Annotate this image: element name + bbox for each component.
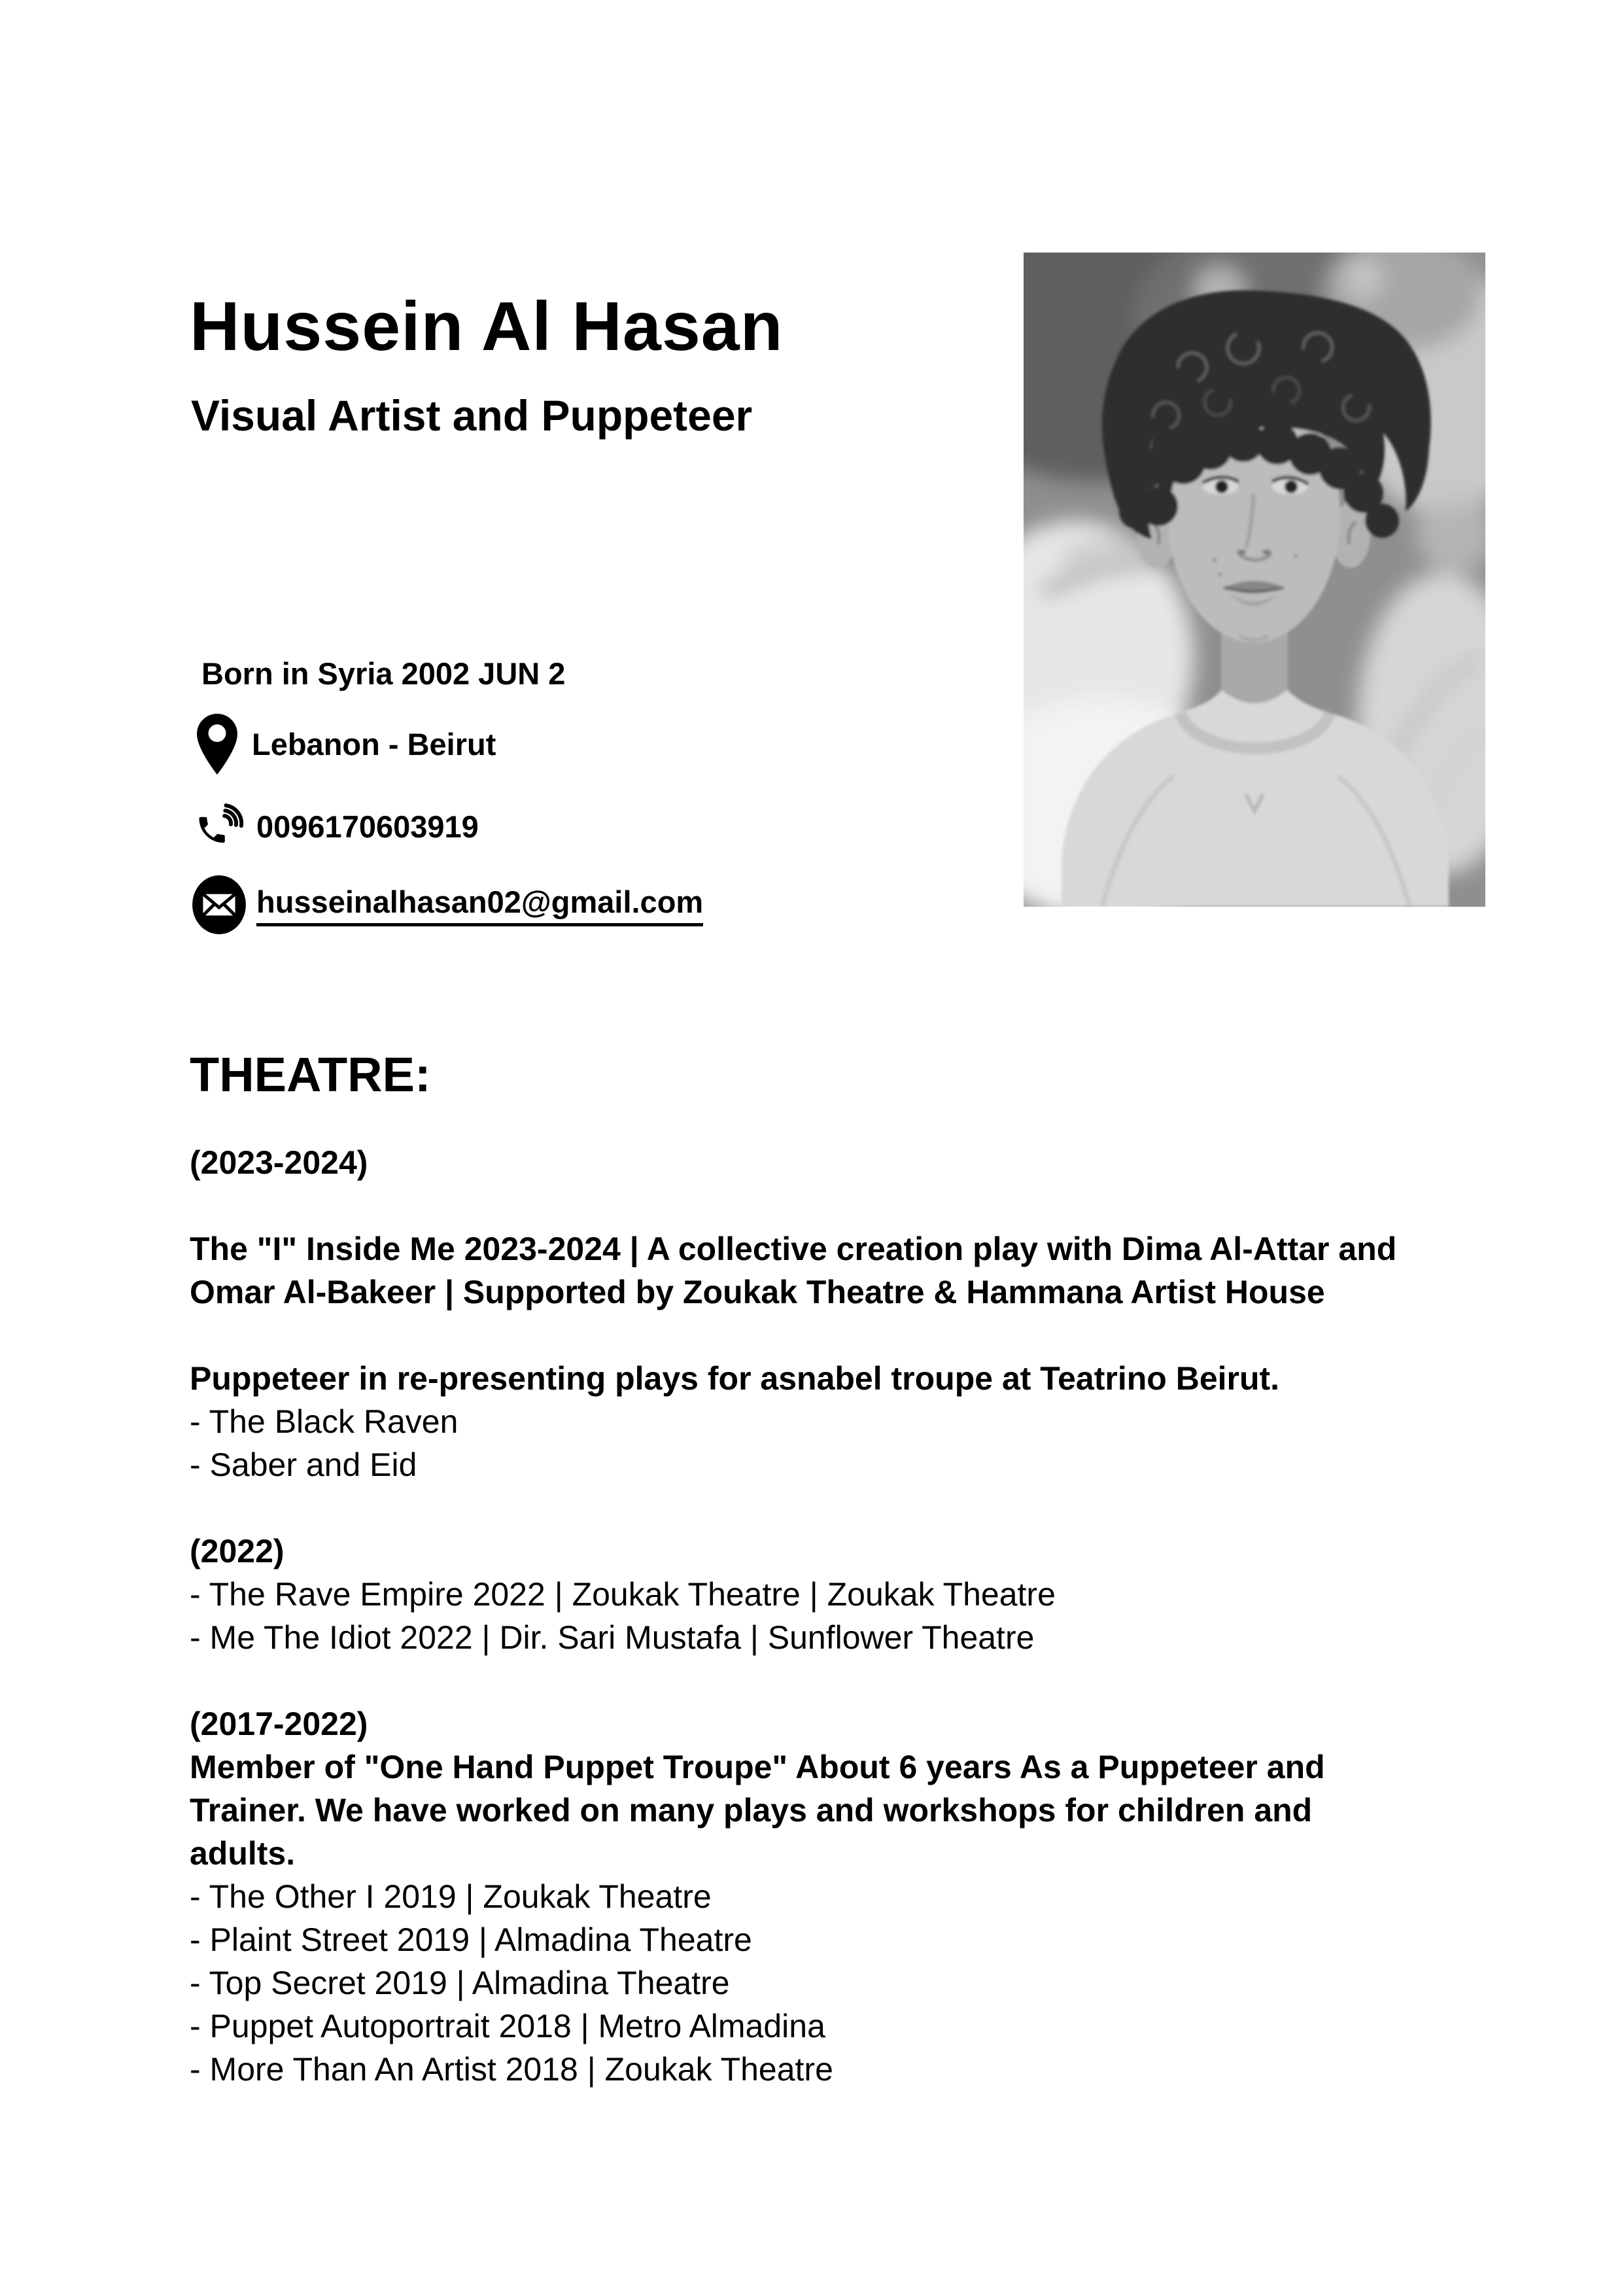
born-row [201,656,565,692]
theatre-section [190,1047,1498,2091]
portrait-photo [1024,253,1485,907]
theatre-line: - The Rave Empire 2022 | Zoukak Theatre | Zoukak Theatre [190,1576,1056,1613]
email-icon [192,875,246,934]
email-row [192,875,703,934]
theatre-heading: THEATRE: [190,1047,431,1102]
theatre-line: Trainer. We have worked on many plays and workshops for children and [190,1792,1313,1829]
theatre-line-period-2022: (2022) [190,1533,285,1569]
theatre-line-period-2023-2024: (2023-2024) [190,1144,368,1181]
email-link[interactable]: husseinalhasan02@gmail.com [256,884,703,926]
theatre-line: - Saber and Eid [190,1446,417,1483]
theatre-line: - The Black Raven [190,1403,458,1440]
page-title: Hussein Al Hasan [190,288,784,365]
theatre-line: - Top Secret 2019 | Almadina Theatre [190,1965,730,2001]
theatre-line: - Me The Idiot 2022 | Dir. Sari Mustafa | Sunflower Theatre [190,1619,1035,1656]
theatre-line: - More Than An Artist 2018 | Zoukak Theatre [190,2051,833,2088]
location-row [197,713,496,775]
phone-text: 0096170603919 [256,809,479,844]
theatre-line: Omar Al-Bakeer | Supported by Zoukak Theatre & Hammana Artist House [190,1274,1325,1310]
theatre-line: Puppeteer in re-presenting plays for asnabel troupe at Teatrino Beirut. [190,1360,1280,1397]
theatre-line: Member of "One Hand Puppet Troupe" About 6 years As a Puppeteer and [190,1749,1325,1785]
theatre-line: - The Other I 2019 | Zoukak Theatre [190,1878,712,1915]
location-pin-icon [197,713,237,775]
theatre-line: - Puppet Autoportrait 2018 | Metro Almadina [190,2008,825,2044]
phone-icon [195,803,246,850]
theatre-line: The "I" Inside Me 2023-2024 | A collective creation play with Dima Al-Attar and [190,1231,1397,1267]
job-title: Visual Artist and Puppeteer [191,391,753,440]
born-text: Born in Syria 2002 JUN 2 [201,656,566,691]
phone-row [195,803,479,850]
location-text: Lebanon - Beirut [252,727,496,762]
theatre-line-period-2017-2022: (2017-2022) [190,1706,368,1742]
theatre-line: - Plaint Street 2019 | Almadina Theatre [190,1921,752,1958]
theatre-line: adults. [190,1835,296,1872]
